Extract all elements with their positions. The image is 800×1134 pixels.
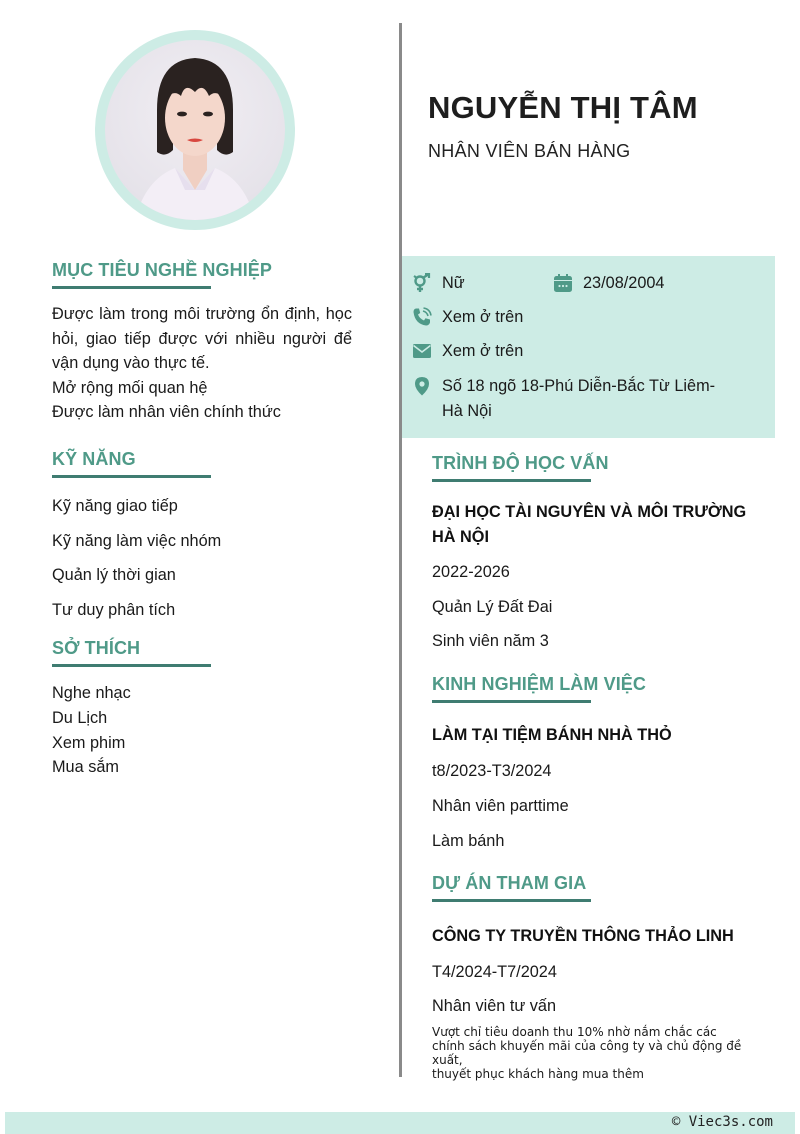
education-heading: TRÌNH ĐỘ HỌC VẤN <box>432 453 609 473</box>
school-name-line-1: ĐẠI HỌC TÀI NGUYÊN VÀ MÔI TRƯỜNG <box>432 503 747 521</box>
avatar <box>105 40 285 220</box>
map-pin-icon <box>412 376 432 396</box>
experience-task: Làm bánh <box>432 832 505 850</box>
hobbies-section <box>52 637 352 780</box>
footer-bar <box>5 1112 795 1134</box>
skill-item: Quản lý thời gian <box>52 566 176 585</box>
phone-value: Xem ở trên <box>442 308 524 326</box>
address-value <box>442 374 715 424</box>
skills-section <box>52 448 352 634</box>
footer-copyright: © Viec3s.com <box>671 1114 773 1130</box>
contact-gender <box>412 271 465 296</box>
experience-underline <box>432 700 591 703</box>
skills-underline <box>52 475 211 478</box>
portrait-image <box>105 40 285 220</box>
hobby-item: Xem phim <box>52 733 126 752</box>
project-company: CÔNG TY TRUYỀN THÔNG THẢO LINH <box>432 927 734 945</box>
hobby-item: Du Lịch <box>52 708 108 727</box>
hobbies-underline <box>52 664 211 667</box>
address-line-1: Số 18 ngõ 18-Phú Diễn-Bắc Từ Liêm- <box>442 377 716 395</box>
envelope-icon <box>412 341 432 361</box>
objective-paragraph: Được làm trong môi trường ổn định, học hỏi, giao tiếp được với nhiều người để vận dụng vào thực tế. <box>52 305 352 372</box>
experience-role: Nhân viên parttime <box>432 797 569 815</box>
project-description-line: chính sách khuyến mãi của công ty và chủ động đề xuất, <box>432 1039 742 1067</box>
gender-value: Nữ <box>442 274 465 292</box>
address-line-2: Hà Nội <box>442 402 492 420</box>
experience-heading: KINH NGHIỆM LÀM VIỆC <box>432 674 647 694</box>
contact-panel <box>402 256 775 438</box>
contact-address <box>412 374 715 424</box>
education-period: 2022-2026 <box>432 563 510 581</box>
contact-birthday <box>553 271 665 296</box>
contact-email <box>412 339 523 364</box>
hobby-item: Nghe nhạc <box>52 684 131 702</box>
column-divider <box>399 23 402 1077</box>
candidate-name: NGUYỄN THỊ TÂM <box>428 90 698 125</box>
school-name-line-2: HÀ NỘI <box>432 528 489 546</box>
skill-item: Kỹ năng làm việc nhóm <box>52 531 222 550</box>
skill-item: Tư duy phân tích <box>52 600 176 619</box>
objective-underline <box>52 286 211 289</box>
objective-line-2: Được làm nhân viên chính thức <box>52 403 281 421</box>
education-major: Quản Lý Đất Đai <box>432 598 553 616</box>
phone-icon <box>412 307 432 327</box>
skill-item: Kỹ năng giao tiếp <box>52 497 178 515</box>
experience-section <box>432 673 752 851</box>
experience-period: t8/2023-T3/2024 <box>432 762 552 780</box>
project-description-line: Vượt chỉ tiêu doanh thu 10% nhờ nắm chắc các <box>432 1025 717 1039</box>
education-section <box>432 452 752 651</box>
skills-heading: KỸ NĂNG <box>52 449 136 469</box>
project-period: T4/2024-T7/2024 <box>432 963 557 981</box>
projects-underline <box>432 899 591 902</box>
job-title: NHÂN VIÊN BÁN HÀNG <box>428 141 631 161</box>
project-description <box>432 1025 752 1081</box>
objective-section <box>52 259 352 425</box>
avatar-ring <box>95 30 295 230</box>
experience-company: LÀM TẠI TIỆM BÁNH NHÀ THỎ <box>432 726 672 744</box>
calendar-icon <box>553 273 573 293</box>
project-description-line: thuyết phục khách hàng mua thêm <box>432 1067 644 1081</box>
objective-heading: MỤC TIÊU NGHỀ NGHIỆP <box>52 260 273 280</box>
project-role: Nhân viên tư vấn <box>432 997 557 1015</box>
gender-icon <box>412 273 432 293</box>
education-underline <box>432 479 591 482</box>
education-status: Sinh viên năm 3 <box>432 632 549 650</box>
birthday-value: 23/08/2004 <box>583 274 665 292</box>
objective-line-1: Mở rộng mối quan hệ <box>52 378 208 397</box>
projects-heading: DỰ ÁN THAM GIA <box>432 873 587 893</box>
hobby-item: Mua sắm <box>52 758 119 777</box>
hobbies-heading: SỞ THÍCH <box>52 638 141 658</box>
email-value: Xem ở trên <box>442 342 524 360</box>
contact-phone <box>412 305 523 330</box>
projects-section <box>432 872 752 1081</box>
